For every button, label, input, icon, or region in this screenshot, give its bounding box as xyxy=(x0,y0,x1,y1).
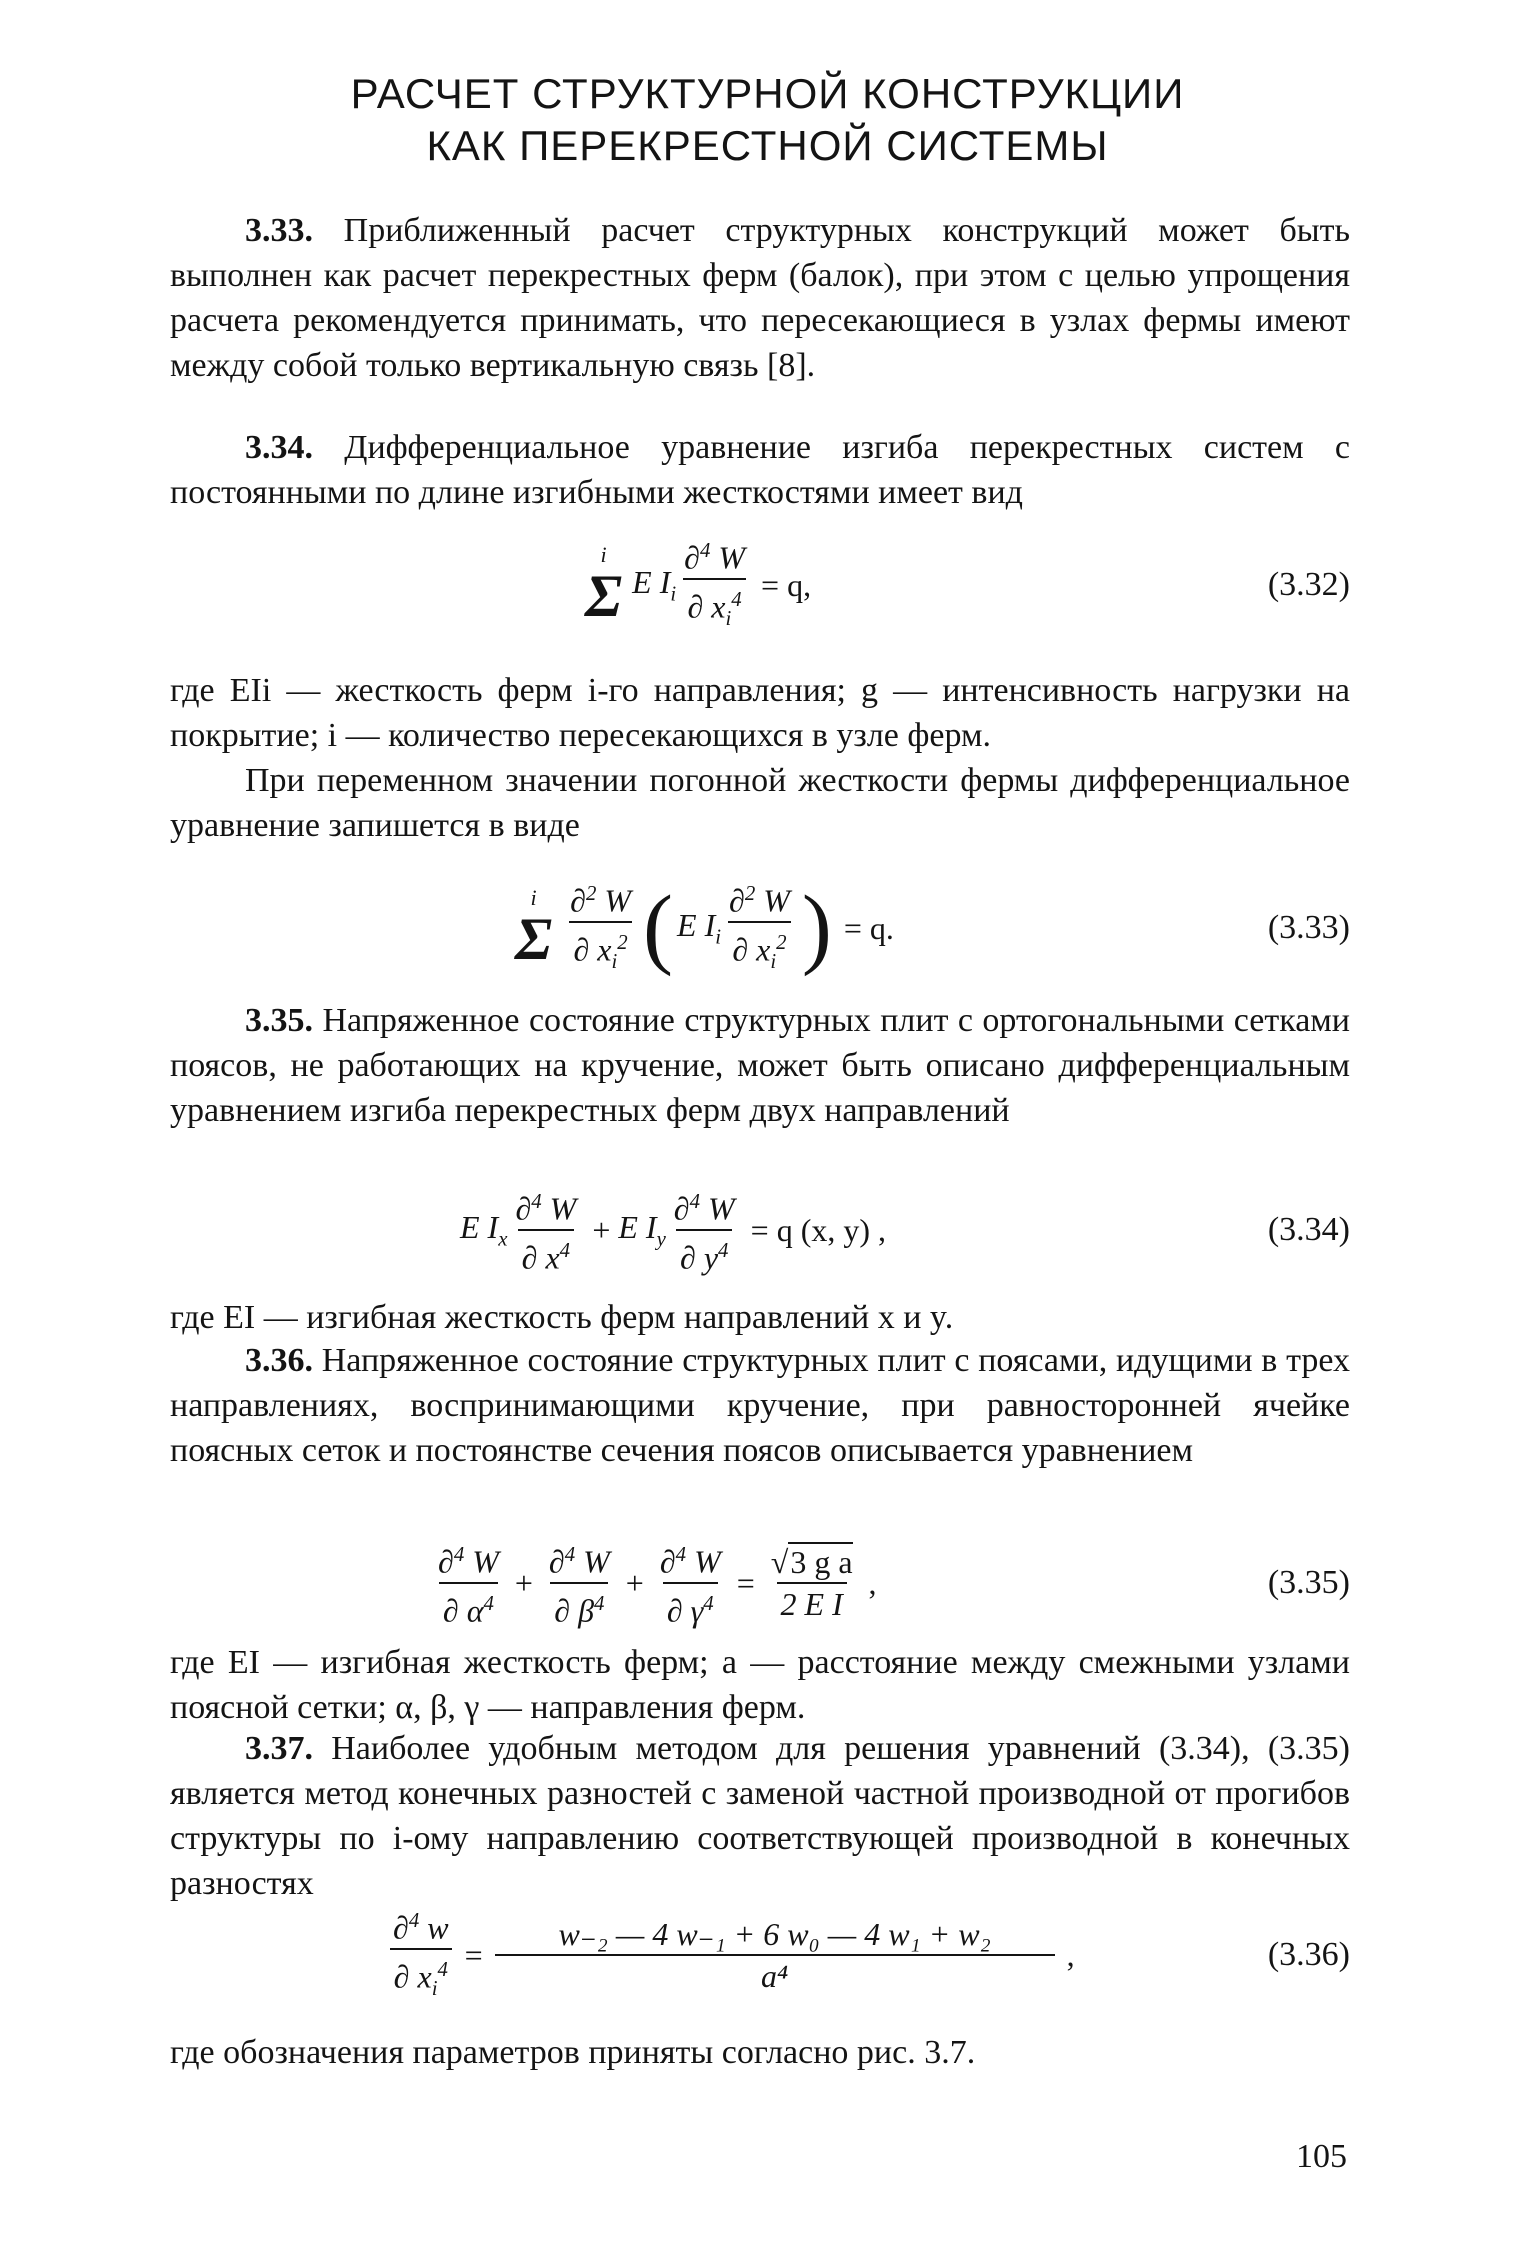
equation-3-35: $\frac{\partial^4 W}{\partial \alpha^4}$ + $\frac{\partial^4 W}{\partial \beta^4}$ + $\frac{\partial^4 W}{\partial \gamma^4}$ = $\frac{\text{√3 g a}}{\text{2 E I}}$ , (3.35) xyxy=(438,1543,1350,1629)
equation-3-33: i Σ $\frac{\partial^2 W}{\partial x_i^2}$ ( E $I_i$ $\frac{\partial^2 W}{\partial x_i^2}$ ) = q. (3.33) xyxy=(170,858,1350,998)
paragraph-number: 3.33. xyxy=(245,212,313,249)
paragraph-3-34-variable: При переменном значении погонной жесткости фермы дифференциальное уравнение запишется в виде xyxy=(170,762,1350,844)
section-title-line-1: РАСЧЕТ СТРУКТУРНОЙ КОНСТРУКЦИИ xyxy=(350,70,1185,117)
paragraph-number: 3.34. xyxy=(245,429,313,466)
paragraph-3-37-where: где обозначения параметров приняты согласно рис. 3.7. xyxy=(170,2034,976,2071)
summation-symbol: i Σ xyxy=(585,542,623,629)
paragraph-3-34 xyxy=(170,425,1350,515)
paragraph-text: Напряженное состояние структурных плит с поясами, идущими в трех направлениях, воспринимающими кручение, при равносторонней ячейке поясных сеток и постоянстве сечения поясов описывается уравнением xyxy=(170,1342,1350,1469)
section-title-line-2: КАК ПЕРЕКРЕСТНОЙ СИСТЕМЫ xyxy=(426,122,1109,169)
paragraph-3-35-where: где EI — изгибная жесткость ферм направлений x и y. xyxy=(170,1299,954,1336)
paragraph-text: Наиболее удобным методом для решения уравнений (3.34), (3.35) является метод конечных разностей с заменой частной производной от прогибов структуры по i-ому направлению соответствующей производной в конечных разностях xyxy=(170,1730,1351,1902)
equation-number: (3.32) xyxy=(1267,566,1350,603)
paragraph-3-37 xyxy=(170,1726,1350,1906)
paragraph-3-33 xyxy=(170,208,1350,388)
equation-3-32: i Σ E $I_i$ $\frac{\partial^4 W}{\partial x_i^4}$ = q, (3.32) xyxy=(170,525,1350,645)
paragraph-text: Дифференциальное уравнение изгиба перекрестных систем с постоянными по длине изгибными жесткостями имеет вид xyxy=(170,429,1350,511)
paragraph-3-36 xyxy=(170,1338,1350,1473)
page-number: 105 xyxy=(1296,2138,1347,2175)
equation-number: (3.36) xyxy=(1267,1936,1350,1973)
equation-3-36: $\frac{\partial^4 w}{\partial x_i^4}$ = $\frac{\text{w₋₂ — 4 w₋₁ + 6 w₀ — 4 w₁ + w₂}}{\text{a⁴}}$ , (3.36) xyxy=(170,1895,1350,2015)
paragraph-3-35 xyxy=(170,998,1350,1133)
equation-number: (3.35) xyxy=(1267,1564,1350,1601)
paragraph-number: 3.36. xyxy=(245,1342,313,1379)
equation-number: (3.34) xyxy=(1267,1211,1350,1248)
paragraph-text: Напряженное состояние структурных плит с ортогональными сетками поясов, не работающих на кручение, может быть описано дифференциальным уравнением изгиба перекрестных ферм двух направлений xyxy=(170,1002,1351,1129)
paragraph-3-36-where: где EI — изгибная жесткость ферм; a — расстояние между смежными узлами поясной сетки; α, β, γ — направления ферм. xyxy=(170,1644,1350,1726)
paragraph-text: Приближенный расчет структурных конструкций может быть выполнен как расчет перекрестных ферм (балок), при этом с целью упрощения расчета рекомендуется принимать, что пересекающиеся в узлах фермы имеют между собой только вертикальную связь [8]. xyxy=(170,212,1350,384)
equation-3-34: E $I_x$ $\frac{\partial^4 W}{\partial x^4}$ + E $I_y$ $\frac{\partial^4 W}{\partial y^4}$ = q (x, y) , (3.34) xyxy=(460,1190,1350,1276)
paragraph-number: 3.35. xyxy=(245,1002,313,1039)
equation-number: (3.33) xyxy=(1267,909,1350,946)
paragraph-3-34-where: где EIi — жесткость ферм i-го направления; g — интенсивность нагрузки на покрытие; i — количество пересекающихся в узле ферм. xyxy=(170,672,1350,754)
summation-symbol: i Σ xyxy=(515,885,553,972)
paragraph-number: 3.37. xyxy=(245,1730,313,1767)
